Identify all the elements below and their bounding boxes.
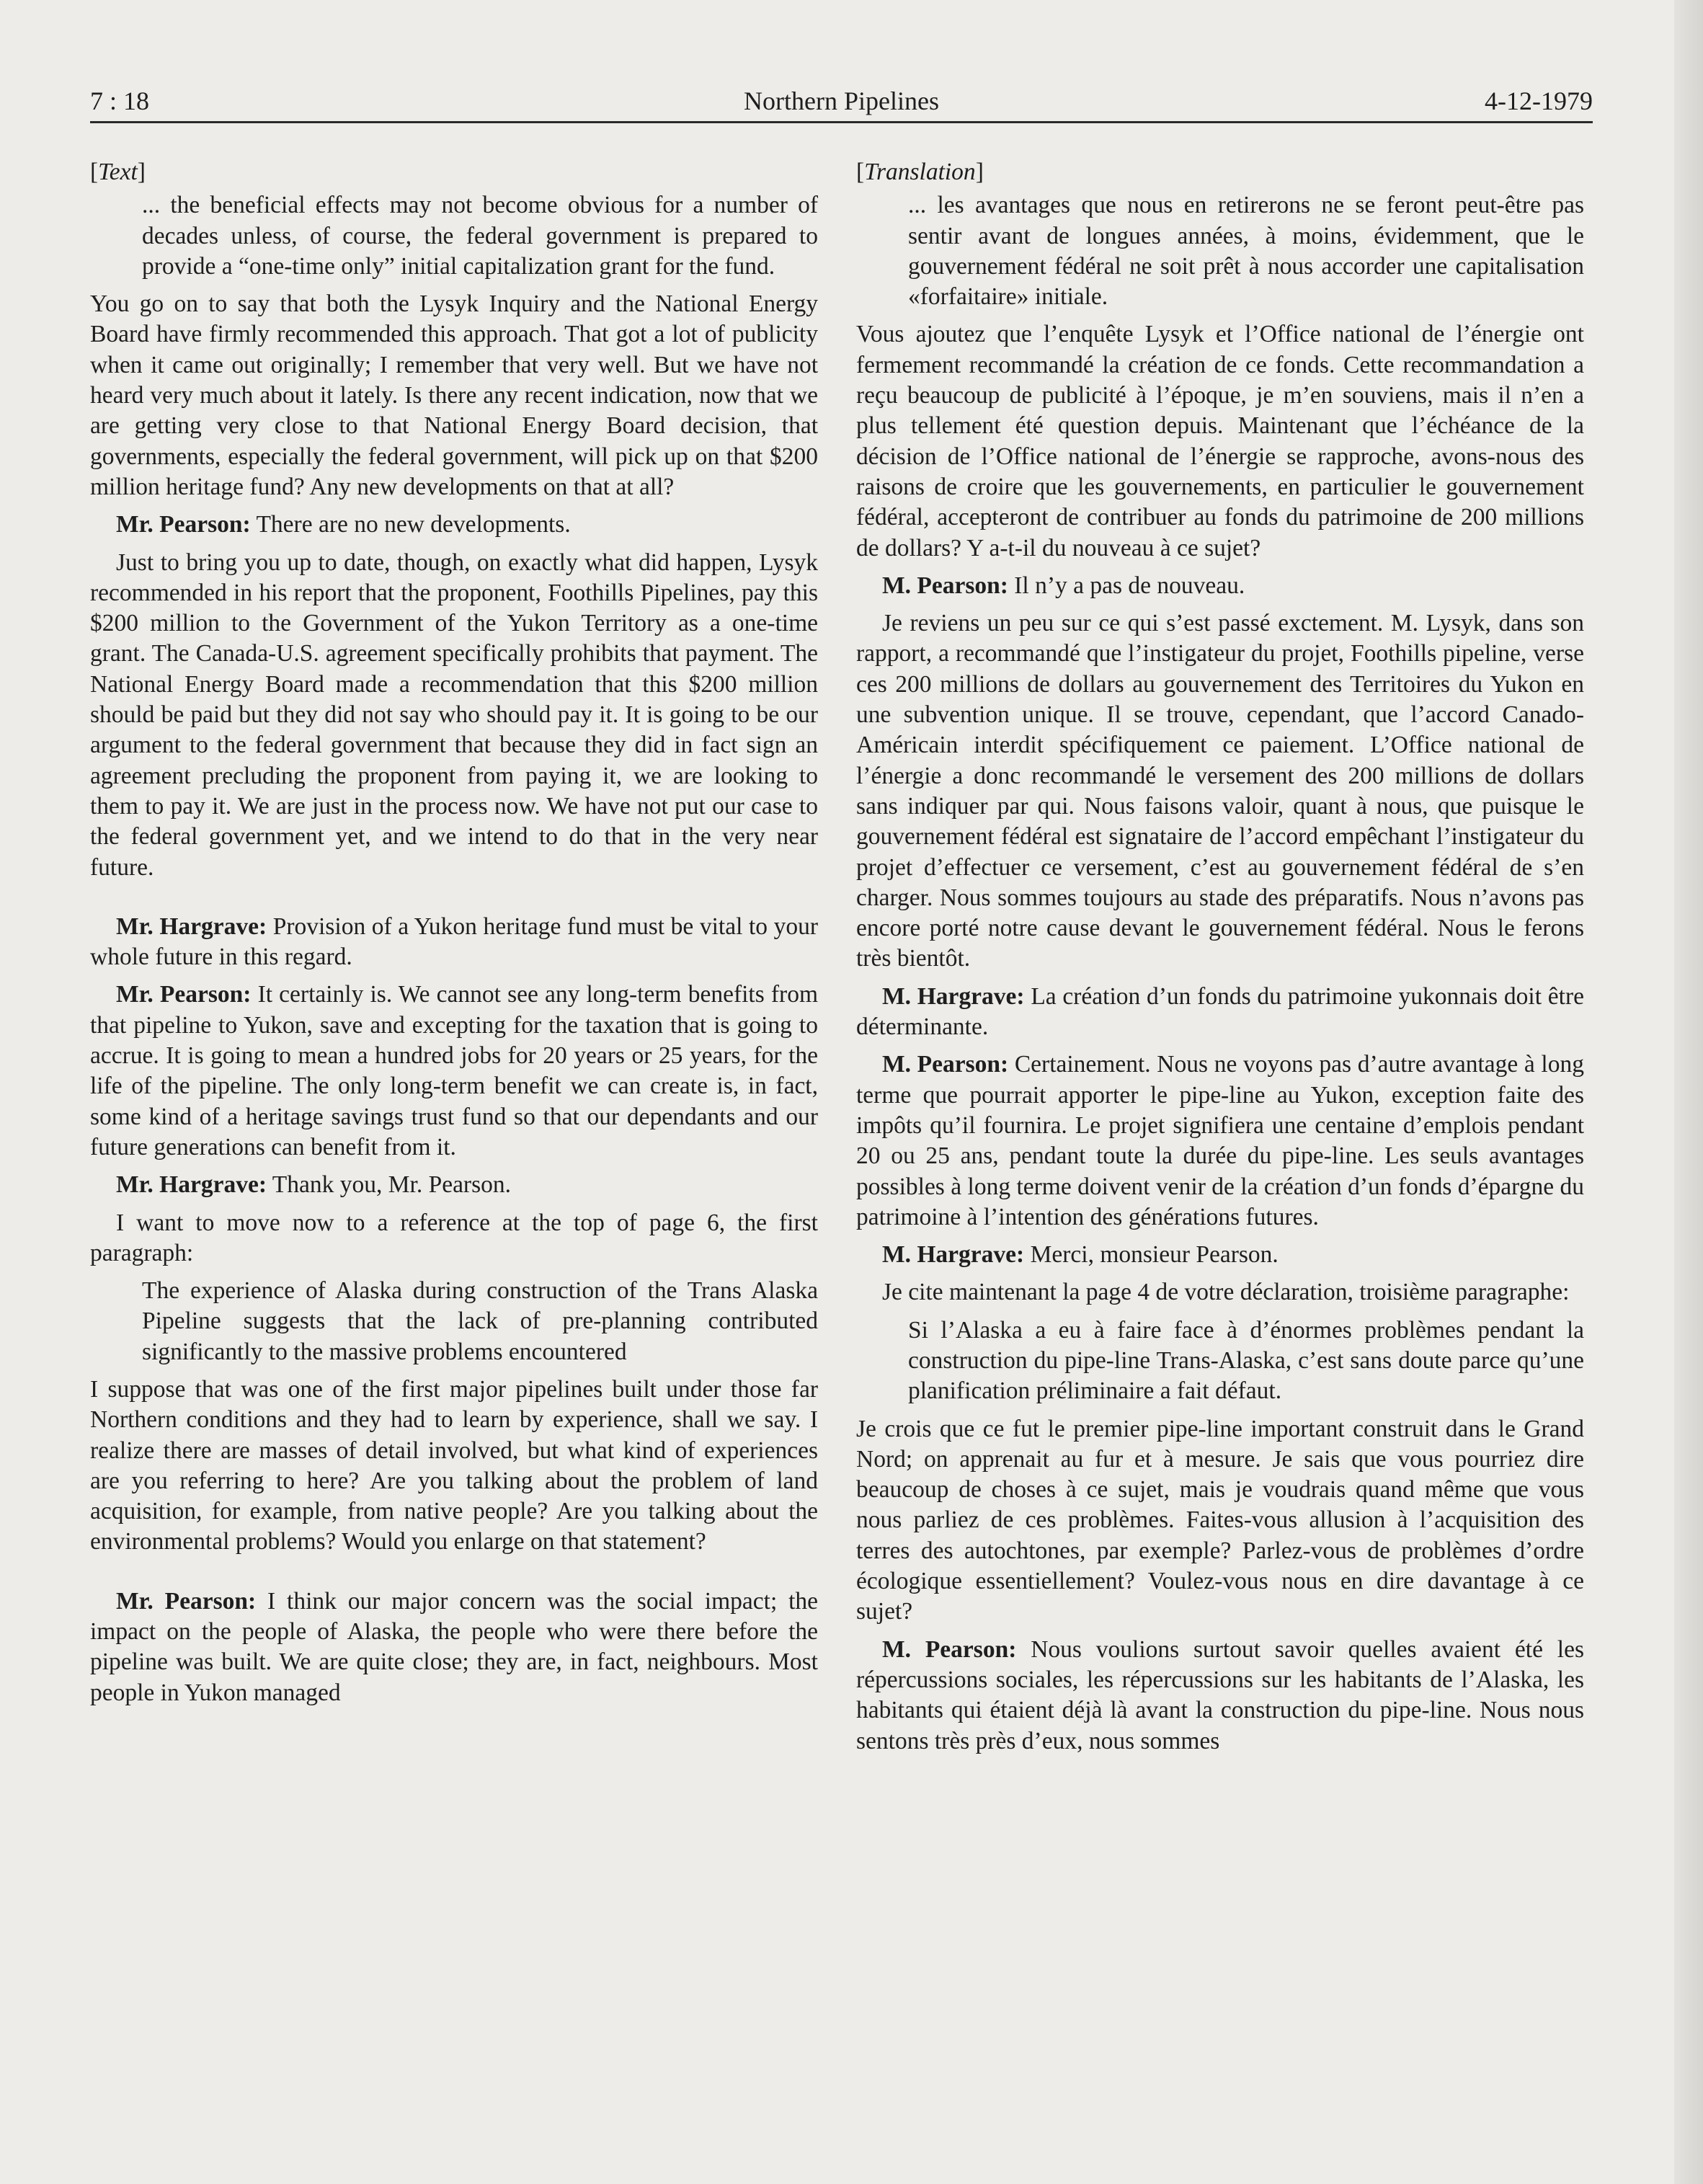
- block-quote: Si l’Alaska a eu à faire face à d’énormes problèmes pendant la construction du pipe-line Trans-Alaska, c’est sans doute parce qu’une planification préliminaire a fait défaut.: [908, 1316, 1584, 1405]
- speaker-name: M. Hargrave:: [882, 1241, 1025, 1269]
- speech-text: Certainement. Nous ne voyons pas d’autre avantage à long terme que pourrait apporter le pipe-line au Yukon, exception faite des impôts qu’il fournira. Le projet signifiera une centaine d’emplois pendant 20 ou 25 ans, pendant toute la durée du pipe-line. Les seuls avantages possibles à long terme doivent venir de la création d’un fonds d’épargne du patrimoine à l’intention des générations futures.: [856, 1051, 1584, 1230]
- speech-text: Thank you, Mr. Pearson.: [272, 1171, 512, 1199]
- speech-text: Il n’y a pas de nouveau.: [1014, 572, 1245, 599]
- speaker-name: Mr. Hargrave:: [116, 913, 267, 940]
- speech-text: It certainly is. We cannot see any long-term benefits from that pipeline to Yukon, save and excepting for the taxation that is going to accrue. It is going to mean a hundred jobs for 20 years or 25 years, for the life of the pipeline. The only long-term benefit we can create is, in fact, some kind of a heritage savings trust fund so that our dependants and our future generations can benefit from it.: [90, 981, 819, 1160]
- speech-text: Nous voulions surtout savoir quelles avaient été les répercussions sociales, les répercussions sur les habitants de l’Alaska, les habitants qui étaient déjà là avant la construction du pipe-line. Nous nous sentons très près d’eux, nous sommes: [856, 1635, 1584, 1754]
- speaker-paragraph: [856, 1240, 1584, 1270]
- speaker-paragraph: [90, 980, 818, 1163]
- speaker-paragraph: [856, 571, 1584, 601]
- french-column: [856, 157, 1584, 1757]
- speaker-name: Mr. Pearson:: [116, 1587, 257, 1615]
- running-title: Northern Pipelines: [744, 86, 939, 115]
- speaker-paragraph: [90, 1170, 818, 1200]
- speaker-paragraph: [90, 510, 818, 540]
- paragraph: Just to bring you up to date, though, on exactly what did happen, Lysyk recommended in his report that the proponent, Foothills Pipelines, pay this $200 million to the Government of the Yukon Territory as a one-time grant. The Canada-U.S. agreement specifically prohibits that payment. The National Energy Board made a recommendation that this $200 million should be paid but they did not say who should pay it. It is going to be our argument to the federal government that because they did in fact sign an agreement precluding the proponent from paying it, we are looking to them to pay it. We are just in the process now. We have not put our case to the federal government yet, and we intend to do that in the very near future.: [90, 549, 818, 881]
- paragraph: Je reviens un peu sur ce qui s’est passé exctement. M. Lysyk, dans son rapport, a recommandé que l’instigateur du projet, Foothills pipeline, verse ces 200 millions de dollars au gouvernement des Territoires du Yukon en une subvention unique. Il se trouve, cependant, que l’accord Canado-Américain interdit spécifiquement ce paiement. L’Office national de l’énergie a donc recommandé le versement des 200 millions de dollars sans indiquer par qui. Nous faisons valoir, quant à nous, que puisque le gouvernement fédéral est signataire de l’accord empêchant l’instigateur du projet d’effectuer ce versement, c’est au gouvernement fédéral de s’en charger. Nous sommes toujours au stade des préparatifs. Nous n’avons pas encore porté notre cause devant le gouvernement fédéral. Nous le ferons très bientôt.: [856, 610, 1584, 972]
- paragraph: Je crois que ce fut le premier pipe-line important construit dans le Grand Nord; on apprenait au fur et à mesure. Je sais que vous pourriez dire beaucoup de choses à ce sujet, mais je voudrais quand même que vous nous parliez de ces problèmes. Faites-vous allusion à l’acquisition des terres des autochtones, par exemple? Parlez-vous de problèmes d’ordre écologique essentiellement? Voulez-vous nous en dire davantage à ce sujet?: [856, 1415, 1584, 1625]
- speaker-paragraph: [856, 1635, 1584, 1757]
- page-number: 7 : 18: [90, 86, 150, 115]
- english-column: [90, 157, 818, 1708]
- speech-text: I think our major concern was the social impact; the impact on the people of Alaska, the people who were there before the pipeline was built. We are quite close; they are, in fact, neighbours. Most people in Yukon managed: [90, 1587, 819, 1706]
- speaker-name: M. Pearson:: [882, 1635, 1017, 1663]
- speaker-paragraph: [90, 912, 818, 973]
- paragraph: Vous ajoutez que l’enquête Lysyk et l’Office national de l’énergie ont fermement recommandé la création de ce fonds. Cette recommandation a reçu beaucoup de publicité à l’époque, je m’en souviens, mais il n’en a plus tellement été question depuis. Maintenant que l’échéance de la décision de l’Office national de l’énergie se rapproche, avons-nous des raisons de croire que les gouvernements, en particulier le gouvernement fédéral, accepteront de contribuer au fonds du patrimoine de 200 millions de dollars? Y a-t-il du nouveau à ce sujet?: [856, 321, 1584, 561]
- block-quote: The experience of Alaska during construction of the Trans Alaska Pipeline suggests that the lack of pre-planning contributed significantly to the massive problems encountered: [142, 1277, 818, 1365]
- paragraph: Je cite maintenant la page 4 de votre déclaration, troisième paragraphe:: [882, 1279, 1570, 1306]
- block-quote: ... the beneficial effects may not become obvious for a number of decades unless, of course, the federal government is prepared to provide a “one-time only” initial capitalization grant for the fund.: [142, 192, 818, 280]
- block-quote: ... les avantages que nous en retirerons ne se feront peut-être pas sentir avant de longues années, à moins, évidemment, que le gouvernement fédéral ne soit prêt à nous accorder une capitalisation «forfaitaire» initiale.: [908, 192, 1584, 311]
- speech-text: Provision of a Yukon heritage fund must be vital to your whole future in this regard.: [90, 913, 819, 971]
- speaker-paragraph: [856, 1049, 1584, 1233]
- page-header: [90, 81, 1593, 123]
- paragraph: I suppose that was one of the first major pipelines built under those far Northern conditions and they had to learn by experience, shall we say. I realize there are masses of detail involved, but what kind of experiences are you referring to here? Are you talking about the problem of land acquisition, for example, from native people? Are you talking about the environmental problems? Would you enlarge on that statement?: [90, 1375, 818, 1555]
- speaker-name: M. Pearson:: [882, 572, 1008, 599]
- speaker-paragraph: [856, 982, 1584, 1043]
- paragraph: I want to move now to a reference at the top of page 6, the first paragraph:: [90, 1209, 818, 1266]
- column-label: [Translation]: [856, 159, 984, 185]
- speaker-name: Mr. Pearson:: [116, 511, 251, 538]
- speech-text: La création d’un fonds du patrimoine yukonnais doit être déterminante.: [856, 982, 1584, 1041]
- column-label: [Text]: [90, 159, 146, 185]
- page-edge: [1674, 0, 1703, 2184]
- speech-text: Merci, monsieur Pearson.: [1030, 1241, 1279, 1269]
- speaker-name: M. Pearson:: [882, 1051, 1009, 1078]
- speech-text: There are no new developments.: [256, 511, 571, 538]
- speaker-name: M. Hargrave:: [882, 982, 1025, 1010]
- speaker-name: Mr. Hargrave:: [116, 1171, 267, 1199]
- speaker-paragraph: [90, 1586, 818, 1708]
- paragraph: You go on to say that both the Lysyk Inquiry and the National Energy Board have firmly recommended this approach. That got a lot of publicity when it came out originally; I remember that very well. But we have not heard very much about it lately. Is there any recent indication, now that we are getting very close to that National Energy Board decision, that governments, especially the federal government, will pick up on that $200 million heritage fund? Any new developments on that at all?: [90, 290, 818, 500]
- header-date: 4-12-1979: [1485, 86, 1593, 115]
- speaker-name: Mr. Pearson:: [116, 981, 252, 1008]
